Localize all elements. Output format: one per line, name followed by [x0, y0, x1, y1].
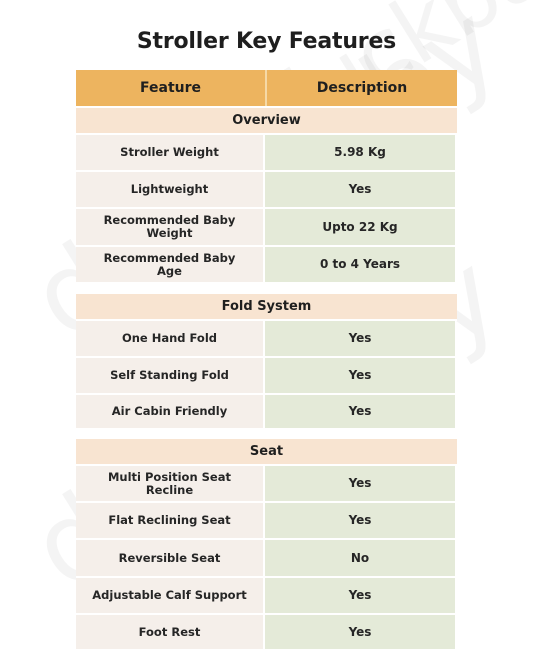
table-header: [76, 70, 457, 106]
header-feature: Feature: [76, 70, 267, 106]
feature-cell: Recommended Baby Age: [76, 247, 265, 282]
description-cell: Yes: [265, 358, 455, 393]
description-cell: Yes: [265, 615, 455, 649]
section-gap: [76, 282, 457, 292]
description-cell: Yes: [265, 321, 455, 356]
table-row: [76, 464, 457, 501]
feature-cell: Self Standing Fold: [76, 358, 265, 393]
section-title-overview: Overview: [76, 106, 457, 133]
feature-cell: Air Cabin Friendly: [76, 395, 265, 428]
description-cell: Yes: [265, 578, 455, 613]
table-row: [76, 356, 457, 393]
table-row: [76, 170, 457, 207]
table-row: [76, 576, 457, 613]
description-cell: Yes: [265, 466, 455, 501]
feature-cell: One Hand Fold: [76, 321, 265, 356]
feature-cell: Recommended Baby Weight: [76, 209, 265, 245]
features-table: [76, 70, 457, 649]
table-row: [76, 501, 457, 538]
table-row: [76, 319, 457, 356]
feature-cell: Adjustable Calf Support: [76, 578, 265, 613]
table-row: [76, 207, 457, 245]
description-cell: Yes: [265, 395, 455, 428]
feature-cell: Reversible Seat: [76, 540, 265, 576]
table-row: [76, 613, 457, 649]
feature-cell: Flat Reclining Seat: [76, 503, 265, 538]
header-description: Description: [316, 80, 408, 96]
feature-cell: Lightweight: [76, 172, 265, 207]
description-cell: Yes: [265, 503, 455, 538]
table-row: [76, 133, 457, 170]
table-row: [76, 538, 457, 576]
table-row: [76, 393, 457, 428]
description-cell: 0 to 4 Years: [265, 247, 455, 282]
description-cell: No: [265, 540, 455, 576]
feature-cell: Multi Position Seat Recline: [76, 466, 265, 501]
feature-cell: Foot Rest: [76, 615, 265, 649]
page-title: Stroller Key Features: [136, 29, 397, 54]
feature-cell: Stroller Weight: [76, 135, 265, 170]
description-cell: 5.98 Kg: [265, 135, 455, 170]
table-row: [76, 245, 457, 282]
description-cell: Upto 22 Kg: [265, 209, 455, 245]
section-gap: [76, 428, 457, 437]
section-title-seat: Seat: [76, 437, 457, 464]
description-cell: Yes: [265, 172, 455, 207]
section-title-fold-system: Fold System: [76, 292, 457, 319]
